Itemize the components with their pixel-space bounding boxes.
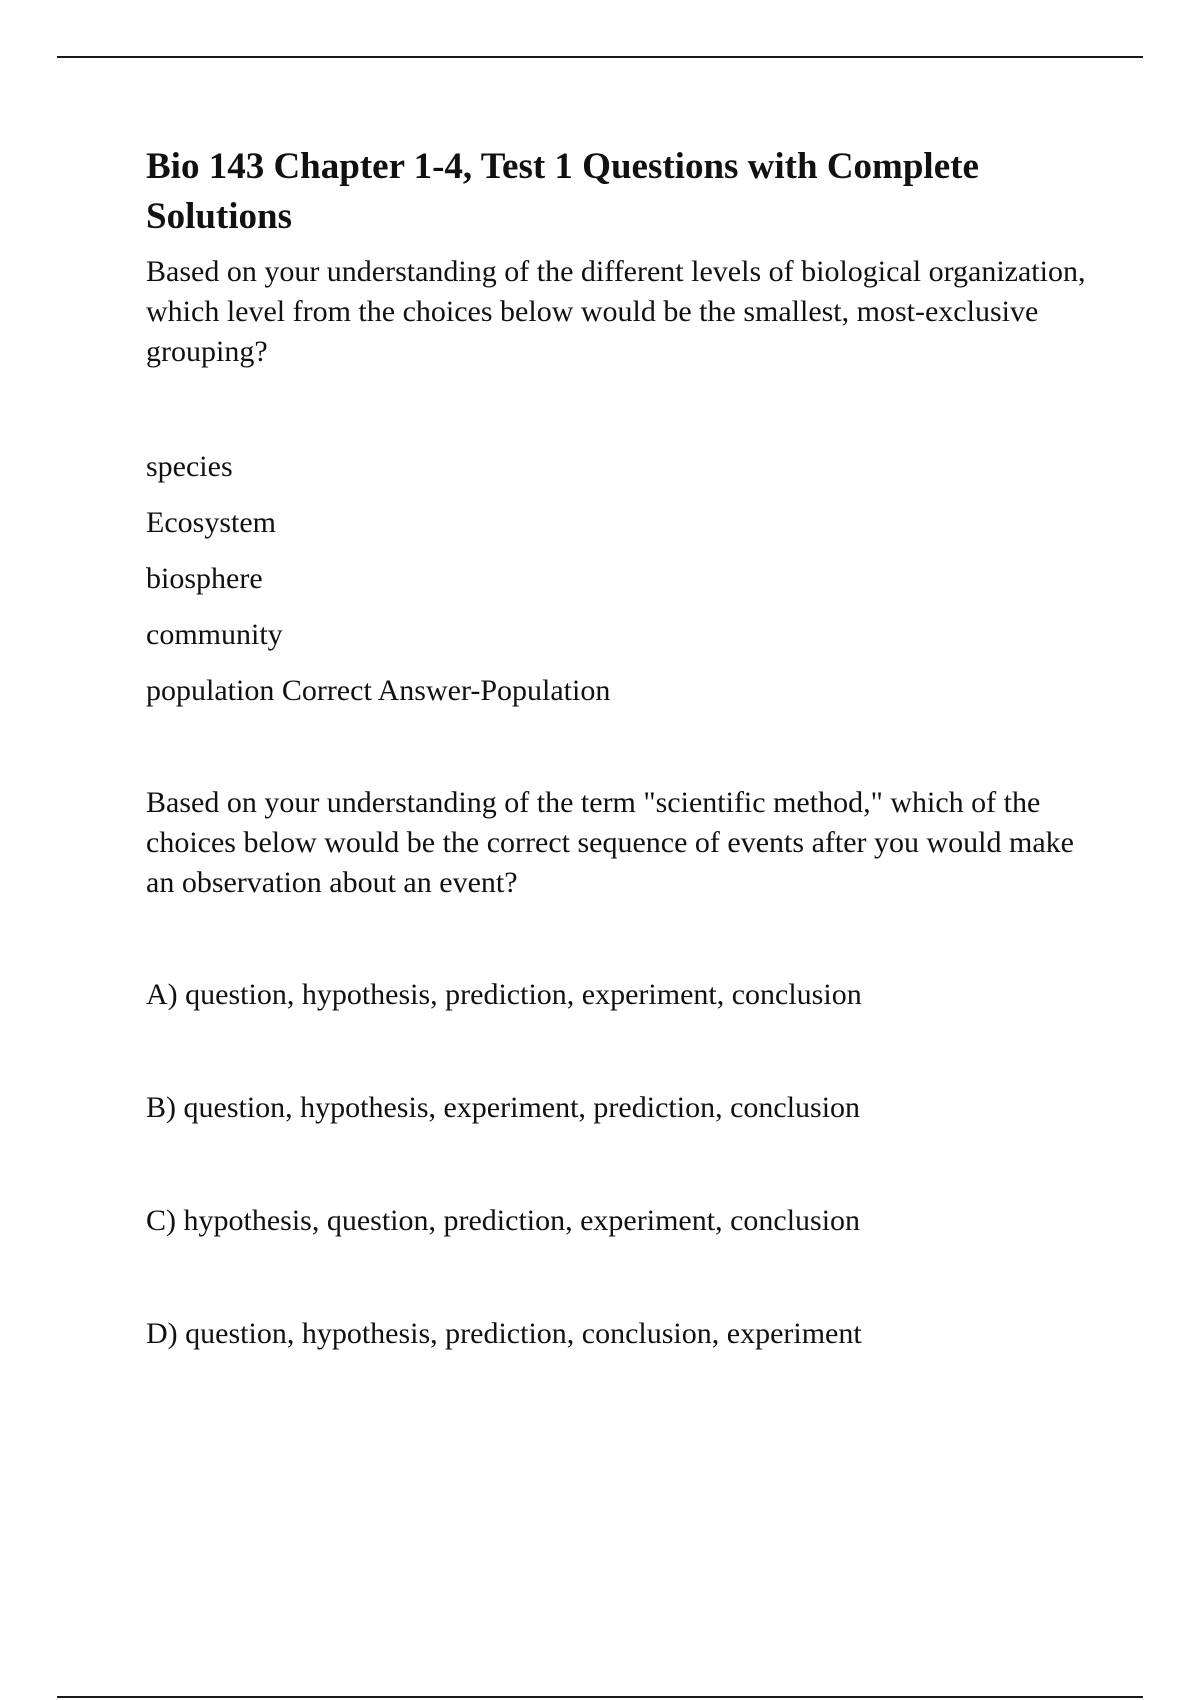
choice-population-answer: population Correct Answer-Population: [146, 674, 611, 707]
choice-ecosystem: Ecosystem: [146, 506, 276, 539]
document-title: Bio 143 Chapter 1-4, Test 1 Questions with Complete Solutions: [146, 146, 979, 237]
choice-community: community: [146, 618, 283, 651]
question-2: [146, 783, 1096, 1427]
option-a: A) question, hypothesis, prediction, experiment, conclusion: [146, 978, 862, 1011]
top-rule: [57, 56, 1143, 58]
question-2-text: Based on your understanding of the term "scientific method," which of the choices below would be the correct sequence of events after you would make an observation about an event?: [146, 786, 1074, 899]
page-content: [146, 142, 1096, 1427]
choice-biosphere: biosphere: [146, 562, 263, 595]
option-b: B) question, hypothesis, experiment, prediction, conclusion: [146, 1091, 861, 1124]
question-1-choices: [146, 447, 1096, 727]
choice-species: species: [146, 450, 233, 483]
question-1: [146, 252, 1096, 727]
question-2-options: [146, 975, 1096, 1427]
bottom-rule: [57, 1696, 1143, 1698]
option-d: D) question, hypothesis, prediction, conclusion, experiment: [146, 1317, 862, 1350]
question-1-text: Based on your understanding of the different levels of biological organization, which level from the choices below would be the smallest, most-exclusive grouping?: [146, 255, 1086, 368]
option-c: C) hypothesis, question, prediction, experiment, conclusion: [146, 1204, 861, 1237]
